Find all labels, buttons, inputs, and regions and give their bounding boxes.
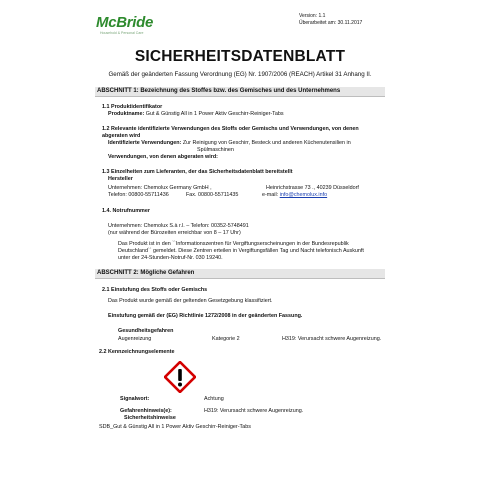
- company-logo: [96, 14, 160, 36]
- hazard-statements-value: H319: Verursacht schwere Augenreizung.: [204, 408, 304, 414]
- section-2-1-title: 2.1 Einstufung des Stoffs oder Gemischs: [102, 287, 208, 293]
- precautionary-statements-label: Sicherheitshinweise: [124, 415, 176, 421]
- identified-uses-value: Zur Reinigung von Geschirr, Besteck und anderen Küchenutensilien in: [182, 140, 351, 146]
- health-hazard-item: Augenreizung: [118, 336, 152, 342]
- footer-product-reference: SDB_Gut & Günstig All in 1 Power Aktiv Geschirr-Reiniger-Tabs: [99, 424, 251, 430]
- document-title: SICHERHEITSDATENBLATT: [134, 48, 346, 65]
- revision-date: Überarbeitet am: 30.11.2017: [299, 19, 363, 26]
- section-1-2-title-line1: 1.2 Relevante identifizierte Verwendungen des Stoffs oder Gemischs und Verwendungen, von denen: [102, 126, 359, 132]
- manufacturer-label: Hersteller: [108, 176, 133, 182]
- supplier-email-label: e-mail:: [262, 192, 279, 198]
- version-number: Version: 1.1: [299, 13, 326, 19]
- section-1-heading: ABSCHNITT 1: Bezeichnung des Stoffes bzw. des Gemisches und des Unternehmens: [97, 88, 341, 94]
- section-2-2-title: 2.2 Kennzeichnungselemente: [99, 349, 175, 355]
- supplier-phone: Telefon: 00800-55711436: [108, 192, 169, 198]
- poison-centre-para-line3: unter der 24-Stunden-Notruf-Nr. 030 19240.: [118, 255, 223, 261]
- document-subtitle: Gemäß der geänderten Fassung Verordnung (EG) Nr. 1907/2006 (REACH) Artikel 31 Anhang II.: [108, 71, 372, 78]
- hazard-statements-label: Gefahrenhinweis(e):: [120, 408, 172, 414]
- supplier-company: Unternehmen: Chemolux Germany GmbH ,: [108, 185, 212, 191]
- health-hazard-category: Kategorie 2: [212, 336, 240, 342]
- signal-word-label: Signalwort:: [120, 396, 150, 402]
- identified-uses-label: Identifizierte Verwendungen:: [108, 140, 182, 146]
- section-1-2-title-line2: abgeraten wird: [102, 133, 141, 139]
- supplier-email-link[interactable]: info@chemolux.info: [279, 192, 328, 198]
- identified-uses-value-line2: Spülmaschinen: [197, 147, 234, 153]
- identified-uses-row: [108, 140, 351, 147]
- product-name-value: Gut & Günstig All in 1 Power Aktiv Geschirr-Reiniger-Tabs: [145, 111, 284, 117]
- logo-text: McBride: [96, 14, 154, 31]
- section-2-heading-bar: [95, 269, 385, 279]
- uses-advised-against-label: Verwendungen, von denen abgeraten wird:: [108, 154, 218, 160]
- emergency-phone-line1: Unternehmen: Chemolux S.à r.l. – Telefon: 00352-5748491: [108, 223, 249, 229]
- poison-centre-para-line1: Das Produkt ist in den ``Informationszentren für Vergiftungserscheinungen in der Bundesrepublik: [118, 241, 349, 247]
- supplier-email-row: [262, 192, 327, 199]
- health-hazard-statement: H319: Verursacht schwere Augenreizung.: [282, 336, 382, 342]
- supplier-fax: Fax. 00800-55711435: [186, 192, 239, 198]
- section-2-heading: ABSCHNITT 2: Mögliche Gefahren: [97, 270, 195, 276]
- ghs07-exclamation-mark-icon: [164, 361, 196, 393]
- section-1-3-title: 1.3 Einzelheiten zum Lieferanten, der das Sicherheitsdatenblatt bereitstellt: [102, 169, 293, 175]
- classification-statement: Das Produkt wurde gemäß der geltenden Gesetzgebung klassifiziert.: [108, 298, 273, 304]
- product-name-row: [108, 111, 284, 118]
- logo-tagline: Household & Personal Care: [100, 31, 144, 35]
- poison-centre-para-line2: Deutschland`` gemeldet. Diese Zentren erteilen in Vergiftungsfällen Tag und Nacht telefonisch Auskunft: [118, 248, 364, 254]
- classification-regulation: Einstufung gemäß der (EG) Richtlinie 1272/2008 in der geänderten Fassung.: [108, 313, 303, 319]
- product-name-label: Produktname:: [108, 111, 145, 117]
- section-1-1-title: 1.1 Produktidentifikator: [102, 104, 163, 110]
- section-1-heading-bar: [95, 87, 385, 97]
- emergency-phone-line2: (nur während der Bürozeiten erreichbar von 8 – 17 Uhr): [108, 230, 241, 236]
- version-block: [299, 13, 362, 26]
- signal-word-value: Achtung: [204, 396, 224, 402]
- section-1-4-title: 1.4. Notrufnummer: [102, 208, 150, 214]
- health-hazards-title: Gesundheitsgefahren: [118, 328, 174, 334]
- supplier-address: Heinrichstrasse 73 ., 40239 Düsseldorf: [266, 185, 359, 191]
